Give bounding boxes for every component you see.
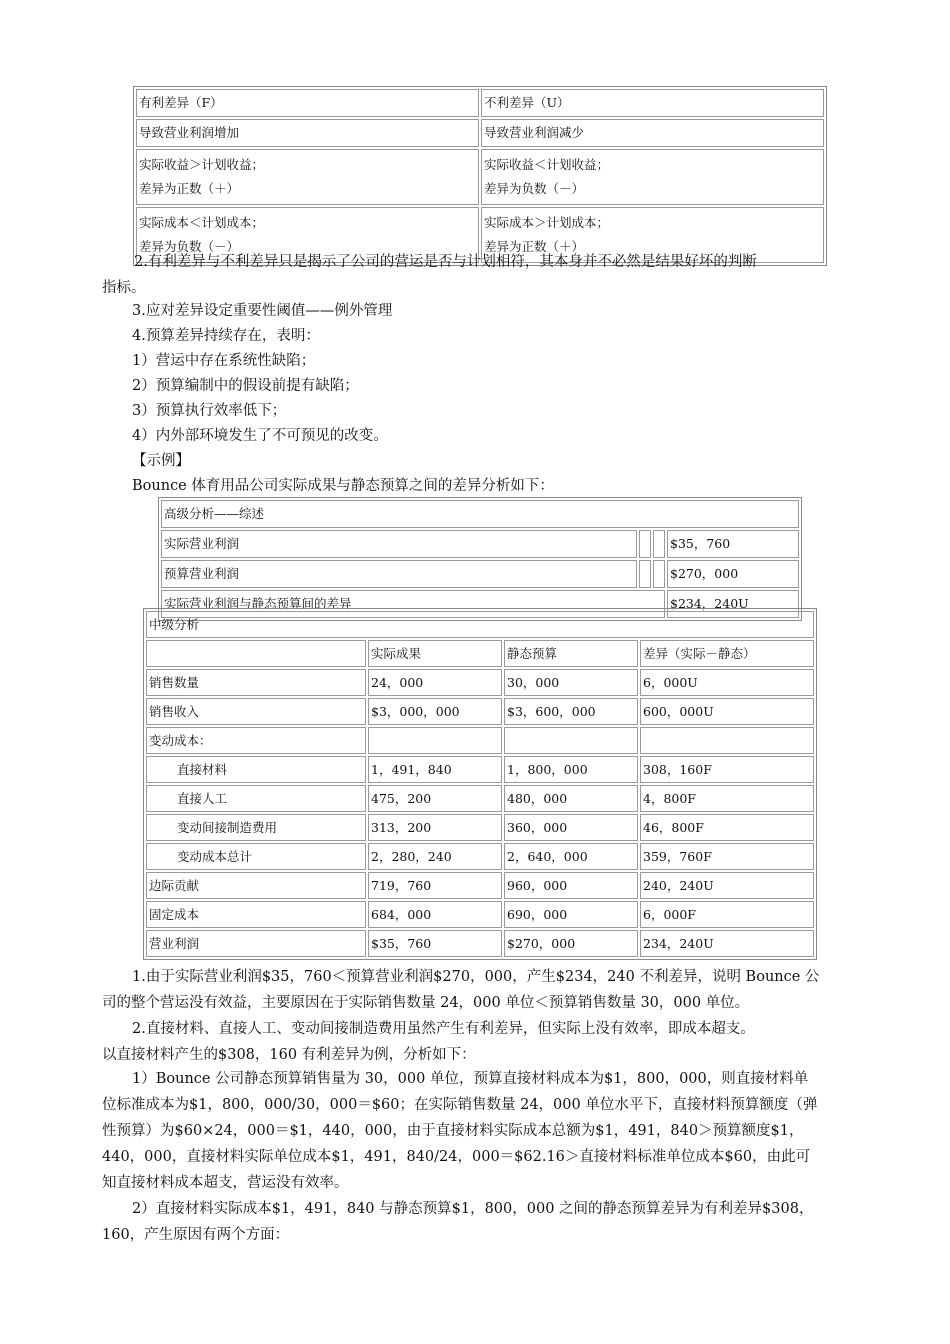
table-cell: 600，000U	[640, 698, 814, 725]
row-label: 营业利润	[146, 930, 366, 957]
paragraph	[102, 1016, 862, 1068]
table-cell: 实际营业利润与静态预算间的差异	[161, 590, 665, 618]
text-line: 440，000，直接材料实际单位成本$1，491，840/24，000＝$62.16＞直接材料标准单位成本$60，由此可	[102, 1149, 811, 1165]
table-cell	[368, 727, 502, 754]
table-row	[146, 698, 814, 725]
table-cell: 1，491，840	[368, 756, 502, 783]
table-cell: 46，800F	[640, 814, 814, 841]
table-cell: 导致营业利润减少	[481, 119, 824, 147]
text-line: 位标准成本为$1，800，000/30，000＝$60；在实际销售数量 24，000 单位水平下，直接材料预算额度（弹	[102, 1097, 818, 1113]
table-cell: 313，200	[368, 814, 502, 841]
table-cell: $270，000	[667, 560, 799, 588]
cell-line: 差异为正数（＋）	[484, 239, 585, 254]
table-cell: 导致营业利润增加	[136, 119, 479, 147]
variance-type-table	[133, 86, 827, 266]
table-cell: 719，760	[368, 872, 502, 899]
table-row	[161, 530, 799, 558]
table-cell	[653, 530, 665, 558]
text-line: 2）直接材料实际成本$1，491，840 与静态预算$1，800，000 之间的静态预算差异为有利差异$308，	[132, 1201, 814, 1217]
table-row	[161, 500, 799, 528]
table-row	[161, 560, 799, 588]
paragraph	[102, 1196, 862, 1248]
table-cell: 6，000F	[640, 901, 814, 928]
table-title: 中级分析	[146, 611, 814, 638]
table-row	[136, 119, 824, 147]
table-row	[146, 611, 814, 638]
table-row	[146, 843, 814, 870]
paragraph: 3.应对差异设定重要性阈值——例外管理	[132, 303, 393, 319]
table-cell: 480，000	[504, 785, 638, 812]
header-cell: 实际成果	[368, 640, 502, 667]
row-label: 变动成本总计	[146, 843, 366, 870]
table-cell: 4，800F	[640, 785, 814, 812]
list-item: 4）内外部环境发生了不可预见的改变。	[132, 428, 388, 444]
paragraph	[102, 1066, 862, 1196]
table-row	[146, 930, 814, 957]
table-cell: 234，240U	[640, 930, 814, 957]
row-label: 直接材料	[146, 756, 366, 783]
example-intro: Bounce 体育用品公司实际成果与静态预算之间的差异分析如下：	[132, 478, 554, 494]
table-cell: 2，280，240	[368, 843, 502, 870]
cell-line: 差异为正数（＋）	[139, 181, 240, 196]
table-cell: $35，760	[667, 530, 799, 558]
row-label: 边际贡献	[146, 872, 366, 899]
text-line: 指标。	[102, 280, 146, 296]
text-line: 1.由于实际营业利润$35，760＜预算营业利润$270，000，产生$234，240 不利差异，说明 Bounce 公	[132, 969, 820, 985]
header-cell: 差异（实际－静态）	[640, 640, 814, 667]
cell-line: 差异为负数（－）	[139, 239, 240, 254]
text-line: 知直接材料成本超支，营运没有效率。	[102, 1175, 349, 1191]
table-cell: 预算营业利润	[161, 560, 637, 588]
table-row	[146, 669, 814, 696]
list-item: 1）营运中存在系统性缺陷；	[132, 353, 316, 369]
table-cell: 360，000	[504, 814, 638, 841]
table-cell	[481, 149, 824, 205]
table-cell: 1，800，000	[504, 756, 638, 783]
table-cell: $3，000，000	[368, 698, 502, 725]
table-cell	[639, 530, 651, 558]
cell-line: 实际收益＜计划收益；	[484, 157, 610, 172]
table-cell: 690，000	[504, 901, 638, 928]
paragraph: 4.预算差异持续存在，表明：	[132, 328, 320, 344]
table-cell	[640, 727, 814, 754]
row-label: 变动间接制造费用	[146, 814, 366, 841]
table-cell: 2，640，000	[504, 843, 638, 870]
row-label: 销售收入	[146, 698, 366, 725]
table-row	[136, 89, 824, 117]
cell-line: 实际收益＞计划收益；	[139, 157, 265, 172]
table-cell: $270，000	[504, 930, 638, 957]
table-row	[146, 756, 814, 783]
text-line: 性预算）为$60×24，000＝$1，440，000，由于直接材料实际成本总额为$1，491，840＞预算额度$1，	[102, 1123, 804, 1139]
table-cell: 有利差异（F）	[136, 89, 479, 117]
table-cell: 475，200	[368, 785, 502, 812]
table-cell: 实际营业利润	[161, 530, 637, 558]
list-item: 3）预算执行效率低下；	[132, 403, 287, 419]
text-line: 1）Bounce 公司静态预算销售量为 30，000 单位，预算直接材料成本为$1，800，000，则直接材料单	[132, 1071, 809, 1087]
table-cell: 30，000	[504, 669, 638, 696]
text-line: 2.直接材料、直接人工、变动间接制造费用虽然产生有利差异，但实际上没有效率，即成本超支。	[132, 1021, 755, 1037]
high-level-analysis-table	[158, 497, 802, 621]
table-cell: 308，160F	[640, 756, 814, 783]
table-title: 高级分析——综述	[161, 500, 799, 528]
header-cell	[146, 640, 366, 667]
row-label: 直接人工	[146, 785, 366, 812]
table-cell: 24，000	[368, 669, 502, 696]
table-cell: 684，000	[368, 901, 502, 928]
cell-line: 差异为负数（－）	[484, 181, 585, 196]
table-cell: $234，240U	[667, 590, 799, 618]
table-row	[146, 814, 814, 841]
text-line: 2.有利差异与不利差异只是揭示了公司的营运是否与计划相符，其本身并不必然是结果好坏的判断	[134, 254, 757, 270]
text-line: 以直接材料产生的$308，160 有利差异为例，分析如下：	[102, 1047, 476, 1063]
cell-line: 实际成本＞计划成本；	[484, 215, 610, 230]
table-row	[146, 872, 814, 899]
table-cell	[136, 149, 479, 205]
cell-line: 实际成本＜计划成本；	[139, 215, 265, 230]
table-cell: $3，600，000	[504, 698, 638, 725]
table-cell: 960，000	[504, 872, 638, 899]
table-cell	[639, 560, 651, 588]
table-cell: 6，000U	[640, 669, 814, 696]
header-cell: 静态预算	[504, 640, 638, 667]
table-row	[136, 149, 824, 205]
list-item: 2）预算编制中的假设前提有缺陷；	[132, 378, 359, 394]
table-cell: 240，240U	[640, 872, 814, 899]
paragraph	[102, 964, 862, 1016]
table-cell: 不利差异（U）	[481, 89, 824, 117]
table-cell	[504, 727, 638, 754]
mid-level-analysis-table	[143, 608, 817, 960]
text-line: 160，产生原因有两个方面：	[102, 1227, 290, 1243]
table-row	[146, 901, 814, 928]
table-cell	[653, 560, 665, 588]
row-label: 固定成本	[146, 901, 366, 928]
paragraph	[102, 249, 862, 301]
example-label: 【示例】	[132, 453, 190, 469]
table-header-row	[146, 640, 814, 667]
row-label: 销售数量	[146, 669, 366, 696]
row-label: 变动成本：	[146, 727, 366, 754]
table-cell: $35，760	[368, 930, 502, 957]
table-row	[146, 785, 814, 812]
text-line: 司的整个营运没有效益，主要原因在于实际销售数量 24，000 单位＜预算销售数量 30，000 单位。	[102, 995, 750, 1011]
table-cell: 359，760F	[640, 843, 814, 870]
table-row	[146, 727, 814, 754]
